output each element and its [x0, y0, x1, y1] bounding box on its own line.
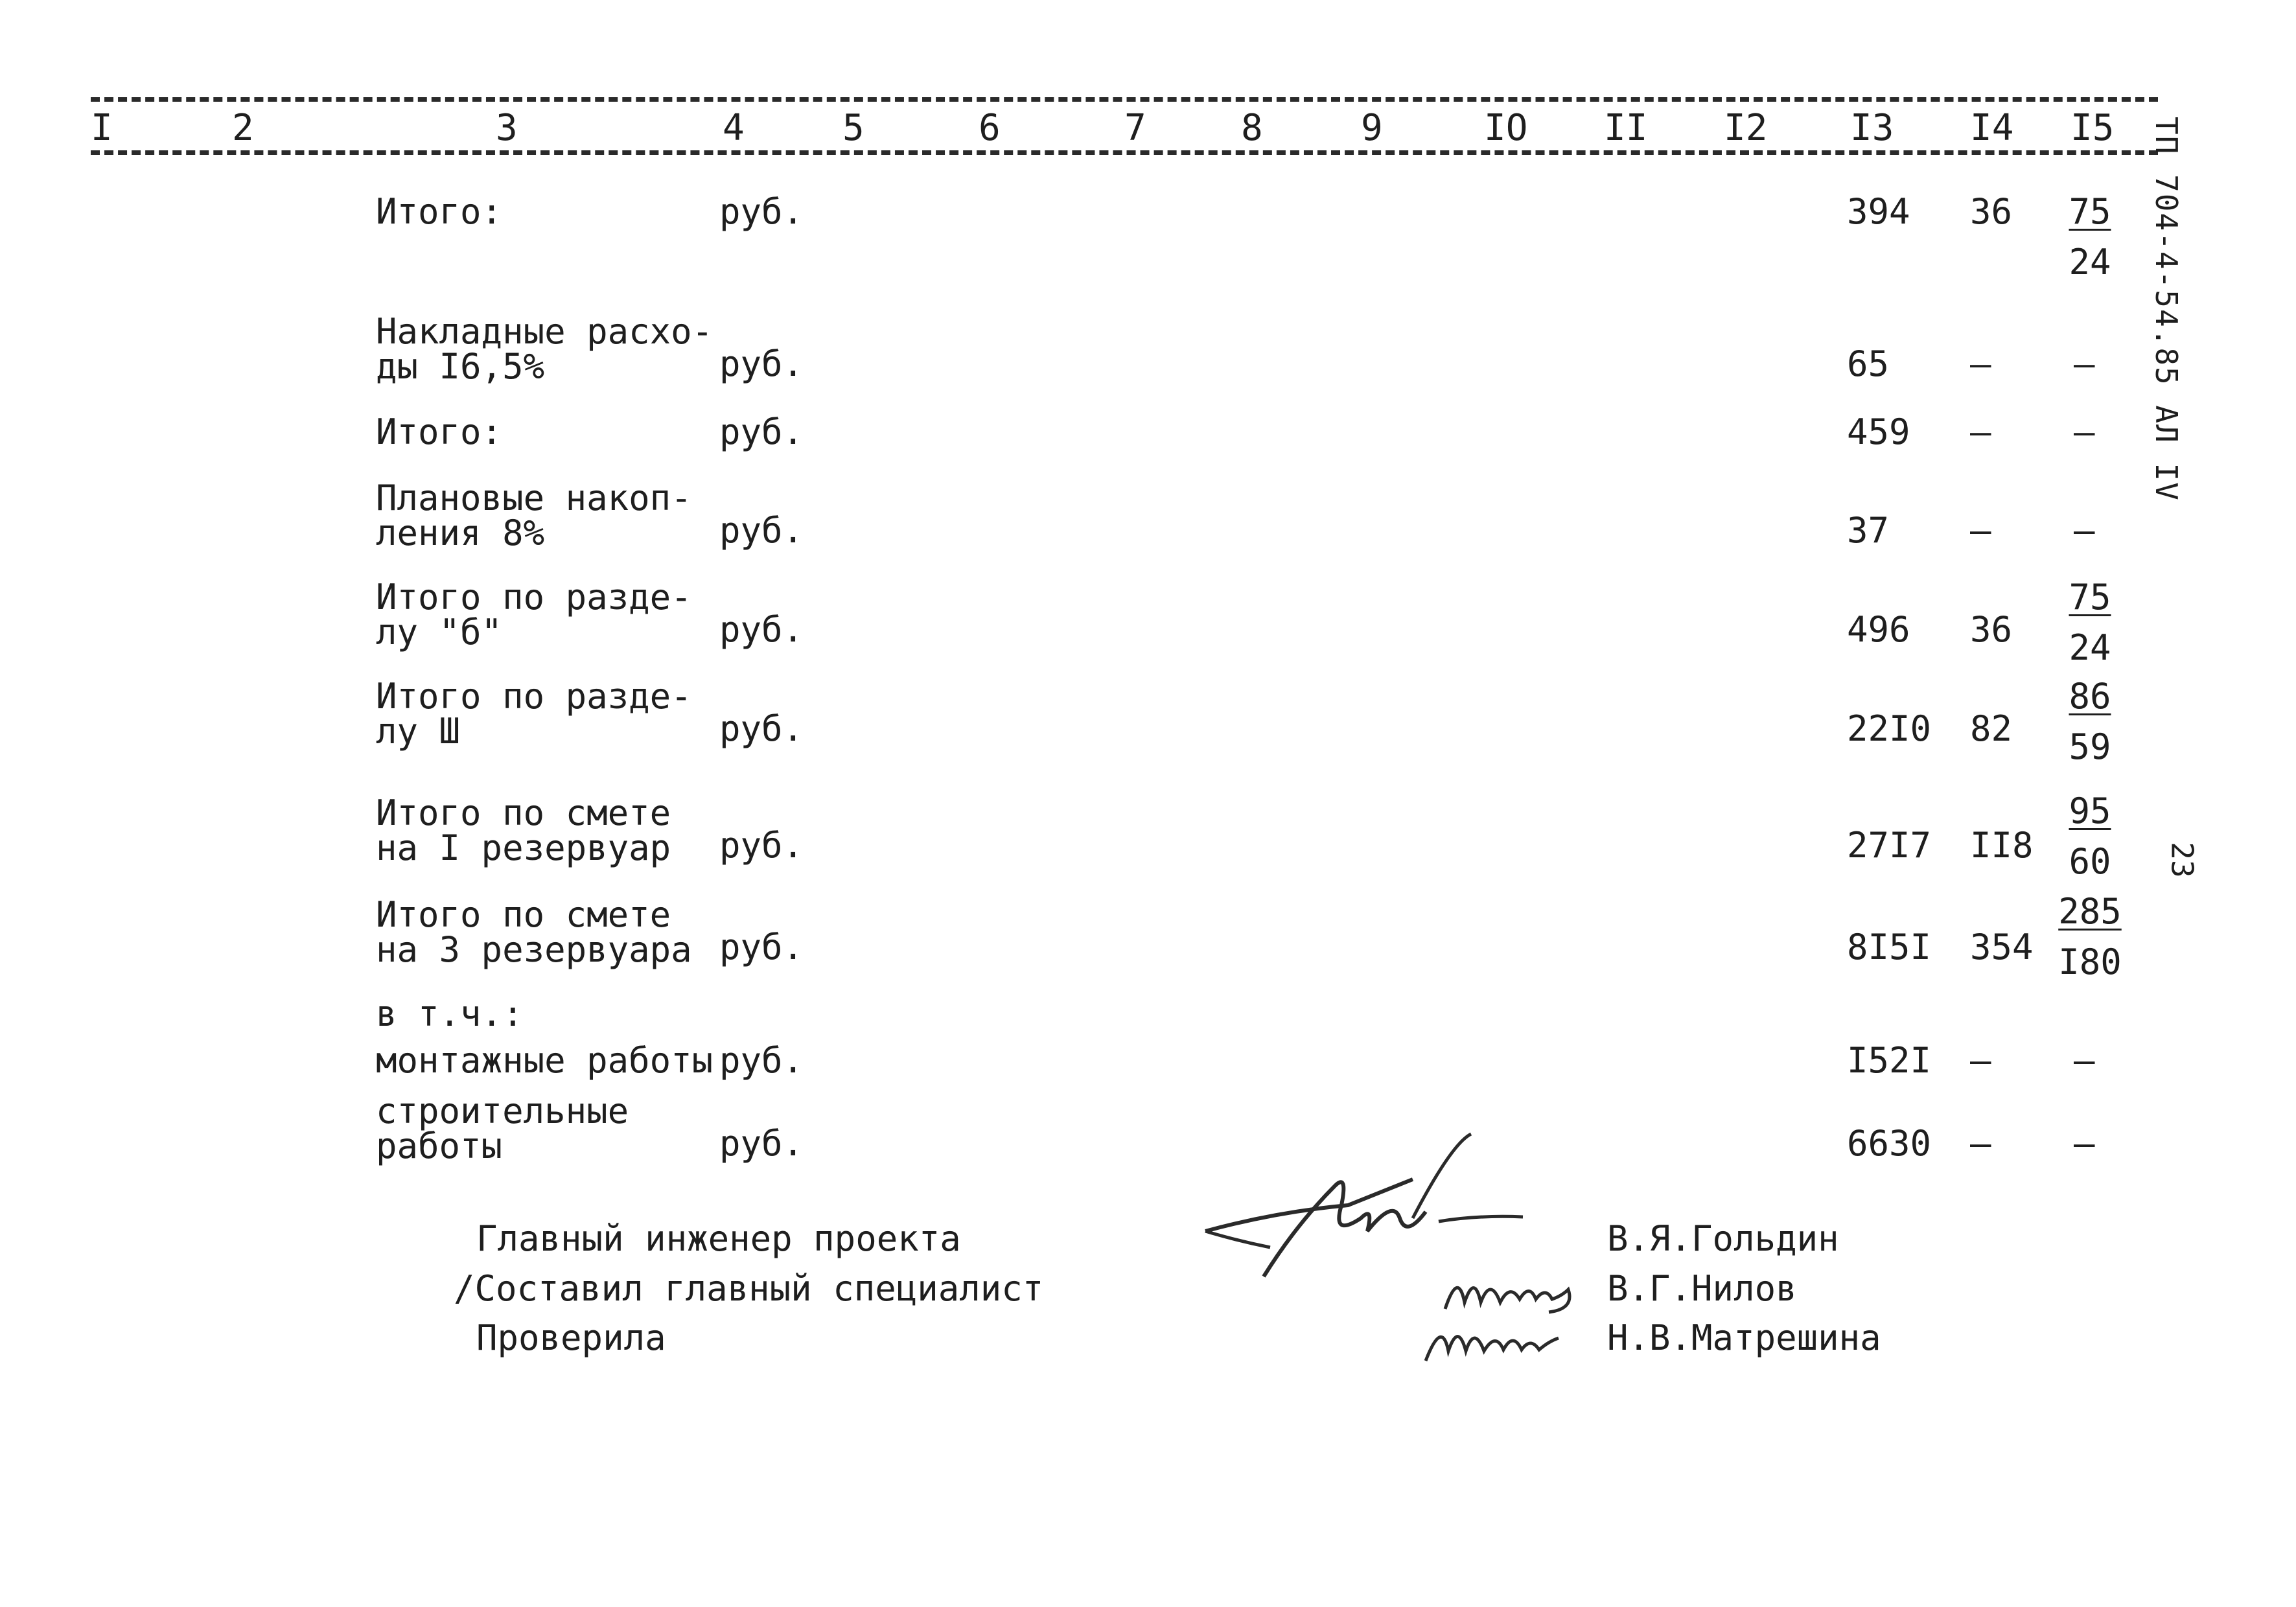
fraction-top: 75 [2069, 191, 2111, 232]
column-number: 9 [1361, 107, 1383, 149]
column-number: I [91, 107, 113, 149]
signature-name: Н.В.Матрешина [1607, 1317, 1881, 1358]
column-number: I2 [1724, 107, 1768, 149]
row-unit: руб. [719, 411, 804, 452]
row-label: в т.ч.: [376, 993, 524, 1034]
fraction-bottom: I80 [2058, 942, 2122, 982]
row-value-c14: II8 [1970, 825, 2034, 866]
row-label: Плановые накоп- ления 8% [376, 478, 692, 553]
column-number: 6 [979, 107, 1001, 149]
handwritten-signature [1419, 1312, 1575, 1364]
row-label: Итого: [376, 411, 503, 452]
row-value-c14: 36 [1970, 191, 2013, 232]
signature-role: /Составил главный специалист [454, 1268, 1044, 1309]
row-unit: руб. [719, 510, 804, 551]
row-unit: руб. [719, 343, 804, 384]
row-value-c14: – [1970, 1123, 1991, 1164]
column-number: 3 [496, 107, 518, 149]
handwritten-signature [1439, 1264, 1588, 1315]
row-value-c14: – [1970, 343, 1991, 384]
fraction-top: 86 [2069, 676, 2111, 717]
row-value-c13: I52I [1847, 1040, 1932, 1081]
row-value-c15: – [2074, 411, 2095, 452]
column-number: 2 [232, 107, 254, 149]
handwritten-signature [1199, 1127, 1536, 1283]
signature-role: Главный инженер проекта [476, 1218, 961, 1259]
row-label: Накладные расхо- ды I6,5% [376, 311, 713, 387]
signature-name: В.Я.Гольдин [1607, 1218, 1839, 1259]
row-value-c15 [2054, 891, 2126, 982]
row-value-c15 [2054, 676, 2126, 767]
fraction-top: 285 [2058, 891, 2122, 932]
fraction-bottom: 60 [2069, 841, 2111, 882]
fraction-bottom: 24 [2069, 242, 2111, 283]
row-value-c14: – [1970, 1040, 1991, 1081]
column-number: I5 [2070, 107, 2115, 149]
row-label: строительные работы [376, 1091, 629, 1166]
row-label: Итого по разде- лу Ш [376, 676, 692, 752]
row-value-c15: – [2074, 343, 2095, 384]
sheet-number: 23 [2164, 842, 2200, 878]
row-value-c13: 459 [1847, 411, 1910, 452]
row-value-c15: – [2074, 1123, 2095, 1164]
fraction-top: 75 [2069, 577, 2111, 618]
row-value-c13: 8I5I [1847, 927, 1932, 967]
column-number: 8 [1241, 107, 1263, 149]
row-value-c14: 36 [1970, 609, 2013, 650]
row-unit: руб. [719, 609, 804, 650]
row-value-c13: 37 [1847, 510, 1890, 551]
row-value-c15 [2054, 191, 2126, 283]
row-unit: руб. [719, 708, 804, 749]
row-label: монтажные работы [376, 1040, 713, 1081]
row-unit: руб. [719, 825, 804, 866]
fraction-bottom: 59 [2069, 726, 2111, 767]
header-dash-bottom [91, 150, 2158, 155]
row-value-c14: – [1970, 510, 1991, 551]
header-dash-top [91, 97, 2158, 102]
row-value-c15: – [2074, 1040, 2095, 1081]
side-document-code: ТП 704-4-54.85 АЛ IV [2149, 117, 2184, 502]
fraction-bottom: 24 [2069, 627, 2111, 668]
row-value-c14: 82 [1970, 708, 2013, 749]
row-value-c13: 22I0 [1847, 708, 1932, 749]
row-value-c15 [2054, 577, 2126, 668]
column-number: 4 [723, 107, 745, 149]
row-value-c15 [2054, 791, 2126, 882]
row-unit: руб. [719, 191, 804, 232]
signature-name: В.Г.Нилов [1607, 1268, 1797, 1309]
row-label: Итого: [376, 191, 503, 232]
row-value-c13: 65 [1847, 343, 1890, 384]
fraction-top: 95 [2069, 791, 2111, 831]
row-label: Итого по смете на I резервуар [376, 792, 671, 868]
row-value-c13: 27I7 [1847, 825, 1932, 866]
row-value-c13: 496 [1847, 609, 1910, 650]
row-value-c14: 354 [1970, 927, 2034, 967]
column-number: II [1604, 107, 1648, 149]
row-unit: руб. [719, 1040, 804, 1081]
row-value-c13: 394 [1847, 191, 1910, 232]
row-unit: руб. [719, 1123, 804, 1164]
row-value-c13: 6630 [1847, 1123, 1932, 1164]
row-label: Итого по смете на 3 резервуара [376, 894, 692, 970]
column-number: IO [1484, 107, 1528, 149]
column-number: 7 [1124, 107, 1146, 149]
column-number: 5 [842, 107, 864, 149]
row-unit: руб. [719, 927, 804, 967]
row-value-c14: – [1970, 411, 1991, 452]
row-label: Итого по разде- лу "б" [376, 577, 692, 653]
signature-role: Проверила [476, 1317, 666, 1358]
column-number: I4 [1970, 107, 2014, 149]
row-value-c15: – [2074, 510, 2095, 551]
column-number: I3 [1850, 107, 1894, 149]
